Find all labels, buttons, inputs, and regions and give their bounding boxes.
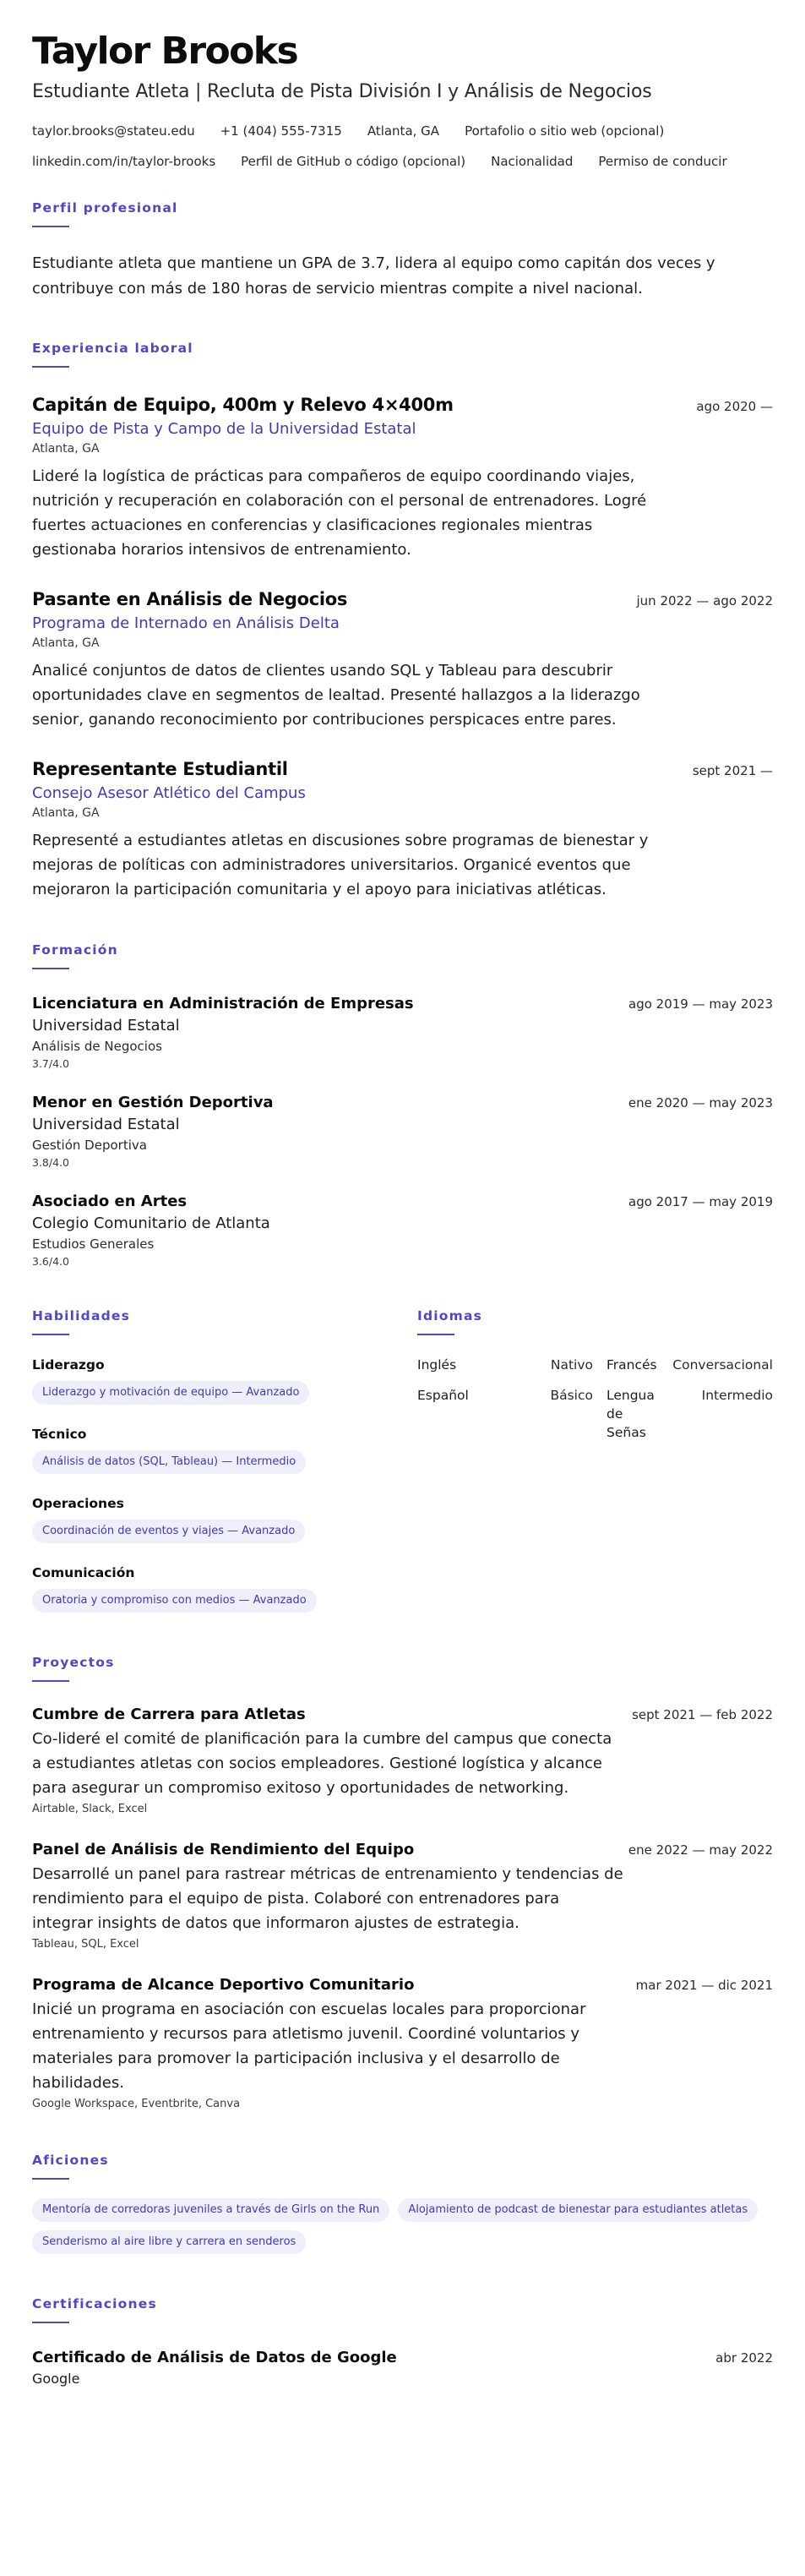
- certification-entry: [32, 2349, 773, 2387]
- contact-github[interactable]: Perfil de GitHub o código (opcional): [241, 154, 466, 169]
- language-level: Básico: [550, 1388, 593, 1403]
- certification-name: Certificado de Análisis de Datos de Google: [32, 2349, 397, 2366]
- edu-school: Universidad Estatal: [32, 1017, 180, 1034]
- section-divider: [32, 968, 69, 969]
- section-title: Idiomas: [417, 1308, 483, 1323]
- skill-tag: Coordinación de eventos y viajes — Avanzado: [32, 1520, 305, 1543]
- job-dates: sept 2021 —: [692, 763, 773, 778]
- job-entry: [32, 759, 773, 902]
- project-tech: Google Workspace, Eventbrite, Canva: [32, 2098, 241, 2110]
- skills-languages-row: [32, 1308, 773, 1613]
- job-dates: ago 2020 —: [696, 399, 773, 414]
- job-title: Capitán de Equipo, 400m y Relevo 4×400m: [32, 395, 454, 415]
- candidate-name: Taylor Brooks: [32, 30, 298, 73]
- contact-license: Permiso de conducir: [598, 154, 727, 169]
- skill-category: Técnico: [32, 1427, 87, 1442]
- resume-header: [32, 30, 773, 102]
- skill-category: Liderazgo: [32, 1357, 105, 1373]
- edu-gpa: 3.8/4.0: [32, 1156, 69, 1169]
- hobby-tag: Alojamiento de podcast de bienestar para estudiantes atletas: [398, 2198, 758, 2222]
- edu-dates: ene 2020 — may 2023: [628, 1095, 773, 1111]
- contact-phone[interactable]: +1 (404) 555-7315: [220, 123, 342, 139]
- section-divider: [32, 1680, 69, 1682]
- section-title: Perfil profesional: [32, 200, 178, 216]
- skill-group: [32, 1357, 417, 1405]
- job-description: Representé a estudiantes atletas en discusiones sobre programas de bienestar y mejoras de políticas con administradores universitarios. Organicé eventos que mejoraron la participación comunitaria y el apoyo para iniciativas atléticas.: [32, 832, 649, 898]
- skill-tag: Liderazgo y motivación de equipo — Avanzado: [32, 1381, 309, 1405]
- project-name: Panel de Análisis de Rendimiento del Equipo: [32, 1841, 415, 1858]
- edu-gpa: 3.6/4.0: [32, 1255, 69, 1268]
- experience-section: [32, 341, 773, 902]
- edu-dates: ago 2019 — may 2023: [628, 996, 773, 1012]
- language-name: Inglés: [417, 1357, 457, 1373]
- edu-school: Universidad Estatal: [32, 1116, 180, 1133]
- project-description: Inicié un programa en asociación con escuelas locales para proporcionar entrenamiento y recursos para atletismo juvenil. Coordiné voluntarios y materiales para promover la participación inclusiva y el desarrollo de habilidades.: [32, 2000, 586, 2092]
- summary-section: [32, 200, 773, 302]
- hobbies-section: [32, 2153, 773, 2254]
- section-divider: [32, 1334, 69, 1335]
- contact-info: [32, 121, 773, 172]
- languages-section: [417, 1308, 773, 1613]
- certification-issuer: Google: [32, 2371, 80, 2387]
- education-entry: [32, 1192, 773, 1268]
- project-entry: [32, 1706, 773, 1815]
- project-dates: mar 2021 — dic 2021: [635, 1978, 773, 1993]
- skill-group: [32, 1427, 417, 1474]
- contact-portfolio[interactable]: Portafolio o sitio web (opcional): [465, 123, 665, 139]
- certification-date: abr 2022: [715, 2350, 773, 2366]
- edu-gpa: 3.7/4.0: [32, 1057, 69, 1070]
- job-location: Atlanta, GA: [32, 636, 100, 650]
- section-title: Certificaciones: [32, 2296, 157, 2311]
- job-location: Atlanta, GA: [32, 442, 100, 456]
- job-description: Lideré la logística de prácticas para compañeros de equipo coordinando viajes, nutrición y recuperación en colaboración con el personal de entrenadores. Logré fuertes actuaciones en conferencias y clasificaciones regionales mientras gestionaba horarios intensivos de entrenamiento.: [32, 467, 647, 559]
- job-company: Equipo de Pista y Campo de la Universidad Estatal: [32, 420, 416, 438]
- job-title: Representante Estudiantil: [32, 759, 288, 779]
- language-name: Lengua de Señas: [606, 1388, 655, 1440]
- education-section: [32, 942, 773, 1268]
- job-description: Analicé conjuntos de datos de clientes usando SQL y Tableau para descubrir oportunidades clave en segmentos de lealtad. Presenté hallazgos a la liderazgo senior, ganando reconocimiento por contribuciones perspicaces entre pares.: [32, 662, 640, 729]
- job-company: Consejo Asesor Atlético del Campus: [32, 784, 306, 802]
- edu-field: Análisis de Negocios: [32, 1039, 162, 1054]
- skill-category: Comunicación: [32, 1565, 135, 1580]
- skill-group: [32, 1565, 417, 1613]
- section-title: Proyectos: [32, 1655, 115, 1670]
- job-location: Atlanta, GA: [32, 806, 100, 820]
- job-entry: [32, 395, 773, 562]
- section-title: Habilidades: [32, 1308, 131, 1323]
- project-name: Programa de Alcance Deportivo Comunitario: [32, 1976, 415, 1994]
- project-entry: [32, 1976, 773, 2110]
- contact-linkedin[interactable]: linkedin.com/in/taylor-brooks: [32, 154, 216, 169]
- candidate-headline: Estudiante Atleta | Recluta de Pista División I y Análisis de Negocios: [32, 81, 652, 102]
- language-level: Nativo: [550, 1357, 593, 1373]
- summary-text: Estudiante atleta que mantiene un GPA de 3.7, lidera al equipo como capitán dos veces y contribuye con más de 180 horas de servicio mientras compite a nivel nacional.: [32, 254, 715, 297]
- skill-group: [32, 1496, 417, 1543]
- skill-category: Operaciones: [32, 1496, 124, 1511]
- edu-degree: Asociado en Artes: [32, 1192, 188, 1210]
- edu-school: Colegio Comunitario de Atlanta: [32, 1214, 270, 1232]
- hobby-tag: Mentoría de corredoras juveniles a través de Girls on the Run: [32, 2198, 389, 2222]
- language-level: Intermedio: [701, 1388, 773, 1403]
- education-entry: [32, 1094, 773, 1169]
- job-company: Programa de Internado en Análisis Delta: [32, 614, 340, 632]
- hobby-tag: Senderismo al aire libre y carrera en senderos: [32, 2230, 306, 2254]
- project-name: Cumbre de Carrera para Atletas: [32, 1706, 306, 1723]
- section-title: Formación: [32, 942, 118, 958]
- language-name: Español: [417, 1388, 469, 1403]
- job-title: Pasante en Análisis de Negocios: [32, 589, 348, 609]
- job-entry: [32, 589, 773, 732]
- skill-tag: Análisis de datos (SQL, Tableau) — Intermedio: [32, 1450, 306, 1474]
- skill-tag: Oratoria y compromiso con medios — Avanzado: [32, 1589, 317, 1613]
- project-tech: Tableau, SQL, Excel: [32, 1938, 139, 1951]
- language-name: Francés: [606, 1357, 657, 1373]
- contact-email[interactable]: taylor.brooks@stateu.edu: [32, 123, 195, 139]
- project-description: Co-lideré el comité de planificación para la cumbre del campus que conecta a estudiantes atletas con socios empleadores. Gestioné logística y alcance para asegurar un compromiso exitoso y oportunidades de networking.: [32, 1730, 612, 1797]
- section-divider: [32, 2322, 69, 2323]
- project-entry: [32, 1841, 773, 1951]
- language-level: Conversacional: [672, 1357, 773, 1373]
- section-divider: [417, 1334, 454, 1335]
- hobbies-list: [32, 2198, 759, 2254]
- section-divider: [32, 226, 69, 227]
- section-divider: [32, 2178, 69, 2180]
- project-dates: ene 2022 — may 2022: [628, 1842, 773, 1858]
- edu-dates: ago 2017 — may 2019: [628, 1194, 773, 1209]
- certifications-section: [32, 2296, 773, 2387]
- project-dates: sept 2021 — feb 2022: [632, 1707, 773, 1722]
- languages-list: [417, 1356, 773, 1442]
- projects-section: [32, 1655, 773, 2110]
- project-tech: Airtable, Slack, Excel: [32, 1803, 148, 1815]
- job-dates: jun 2022 — ago 2022: [636, 593, 773, 609]
- section-title: Experiencia laboral: [32, 341, 193, 356]
- edu-field: Gestión Deportiva: [32, 1138, 147, 1153]
- section-title: Aficiones: [32, 2153, 109, 2168]
- contact-nationality: Nacionalidad: [491, 154, 574, 169]
- edu-degree: Licenciatura en Administración de Empresas: [32, 995, 414, 1012]
- section-divider: [32, 366, 69, 368]
- education-entry: [32, 995, 773, 1070]
- skills-section: [32, 1308, 417, 1613]
- project-description: Desarrollé un panel para rastrear métricas de entrenamiento y tendencias de rendimiento para el equipo de pista. Colaboré con entrenadores para integrar insights de datos que informaron ajustes de estrategia.: [32, 1865, 623, 1932]
- edu-degree: Menor en Gestión Deportiva: [32, 1094, 274, 1111]
- edu-field: Estudios Generales: [32, 1236, 155, 1252]
- contact-location: Atlanta, GA: [367, 123, 440, 139]
